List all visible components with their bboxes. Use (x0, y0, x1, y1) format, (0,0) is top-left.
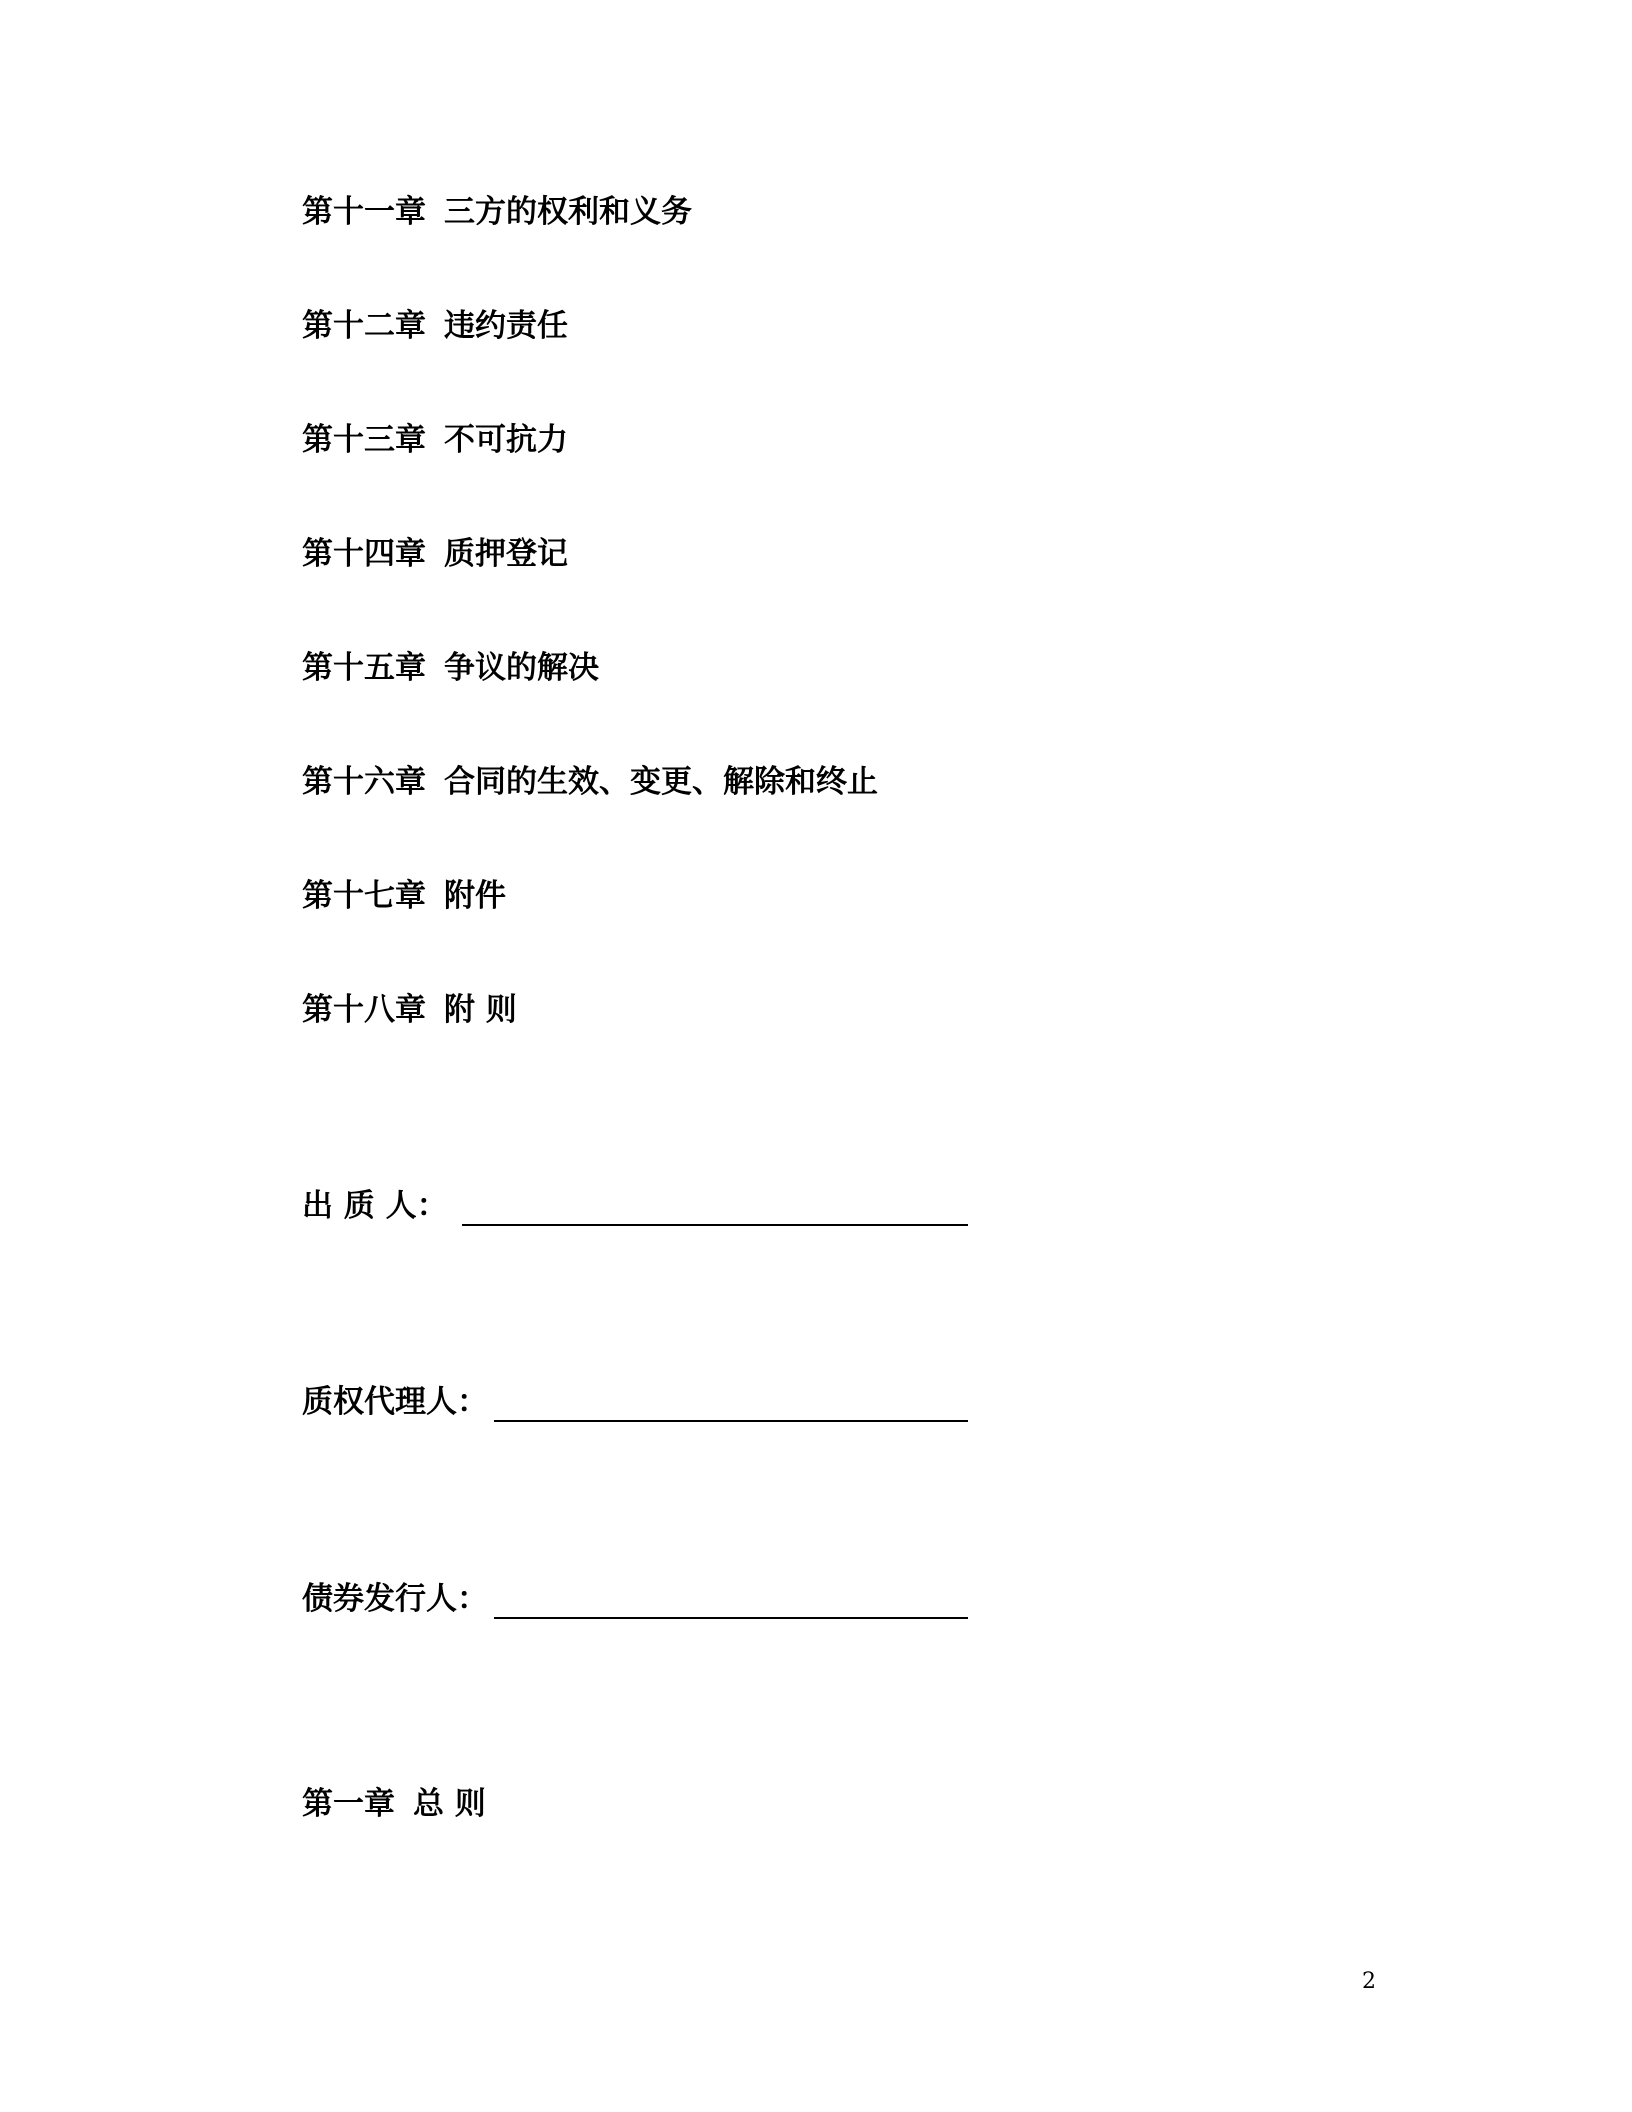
toc-item (302, 532, 568, 576)
signature-blank-line[interactable] (494, 1577, 968, 1619)
toc-chapter-number: 第十四章 (302, 536, 426, 572)
toc-item (302, 304, 568, 348)
page-number: 2 (1362, 1969, 1376, 1994)
signature-blank-line[interactable] (462, 1184, 968, 1226)
toc-chapter-number: 第十六章 (302, 764, 426, 800)
toc-chapter-number: 第十七章 (302, 878, 426, 914)
signature-pledge-agent (302, 1380, 968, 1424)
signature-label: 债券发行人： (302, 1581, 488, 1617)
toc-chapter-number: 第十三章 (302, 422, 426, 458)
toc-chapter-title: 不可抗力 (444, 422, 568, 458)
toc-chapter-number: 第十八章 (302, 992, 426, 1028)
signature-blank-line[interactable] (494, 1380, 968, 1422)
toc-chapter-title: 三方的权利和义务 (444, 194, 692, 230)
signature-bond-issuer (302, 1577, 968, 1621)
toc-chapter-title: 合同的生效、变更、解除和终止 (444, 764, 878, 800)
toc-chapter-number: 第十二章 (302, 308, 426, 344)
signature-label: 出 质 人： (302, 1188, 448, 1224)
toc-chapter-title: 附 则 (444, 992, 517, 1028)
signature-label: 质权代理人： (302, 1384, 488, 1420)
toc-item (302, 874, 506, 918)
toc-chapter-number: 第十五章 (302, 650, 426, 686)
toc-chapter-title: 争议的解决 (444, 650, 599, 686)
toc-chapter-title: 质押登记 (444, 536, 568, 572)
toc-item (302, 646, 599, 690)
toc-chapter-number: 第十一章 (302, 194, 426, 230)
toc-item (302, 418, 568, 462)
toc-chapter-title: 违约责任 (444, 308, 568, 344)
signature-pledgor (302, 1184, 968, 1228)
toc-item (302, 190, 692, 234)
toc-item (302, 760, 878, 804)
chapter-heading (302, 1782, 486, 1826)
toc-item (302, 988, 517, 1032)
chapter-title: 总 则 (413, 1786, 486, 1822)
toc-chapter-title: 附件 (444, 878, 506, 914)
chapter-number: 第一章 (302, 1786, 395, 1822)
